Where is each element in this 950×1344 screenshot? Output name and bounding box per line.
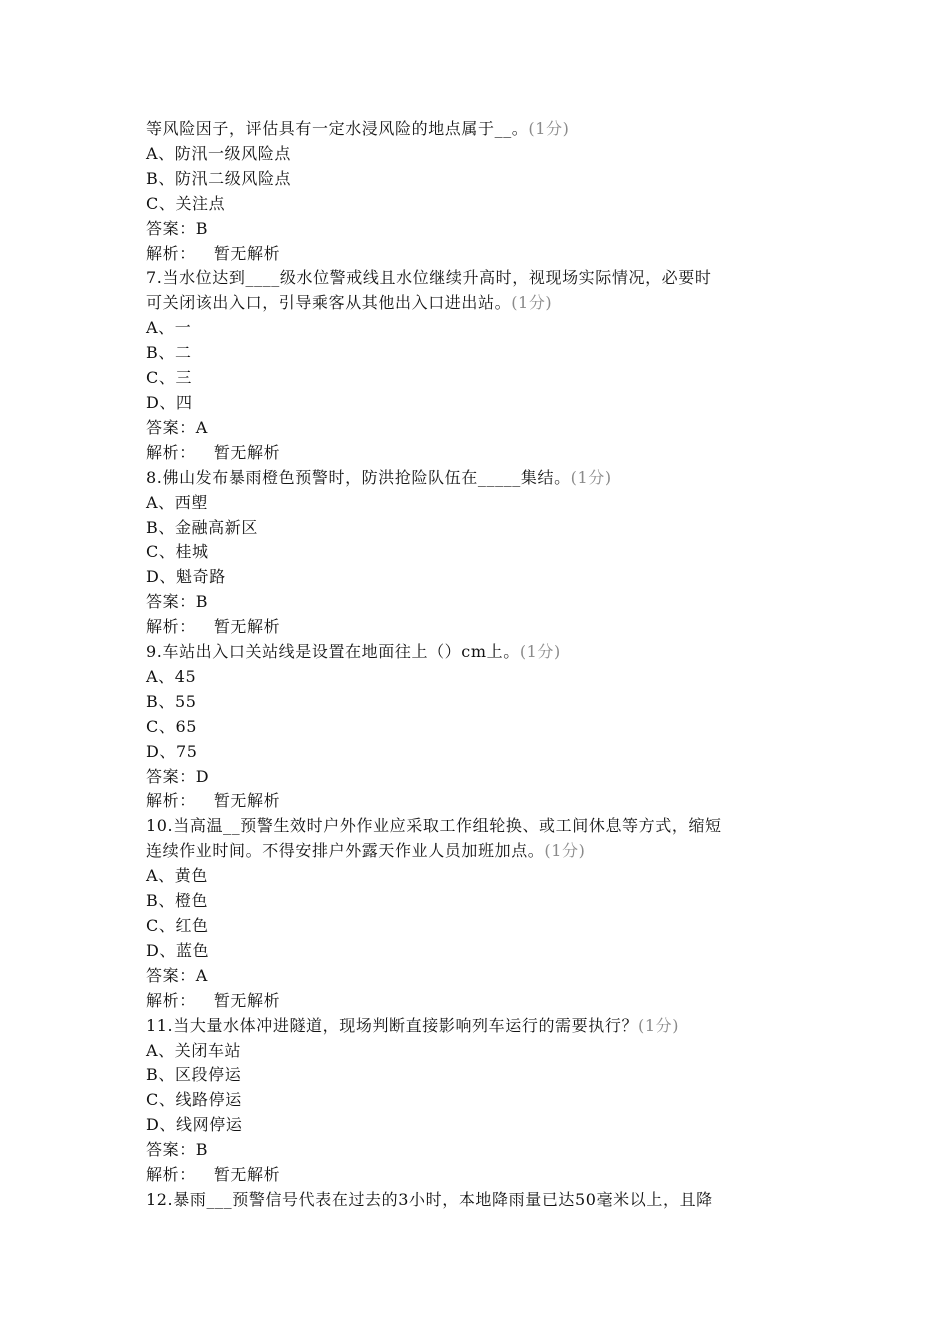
- option-c: C、桂城: [146, 542, 209, 562]
- option-b: B、二: [146, 343, 192, 363]
- analysis: 解析： 暂无解析: [146, 442, 281, 462]
- option-d: D、魁奇路: [146, 567, 226, 587]
- option-b: B、防汛二级风险点: [146, 168, 292, 188]
- answer: 答案：B: [146, 218, 209, 238]
- question-7-line-2: 可关闭该出入口，引导乘客从其他出入口进出站。(1分): [146, 293, 553, 313]
- option-b: B、区段停运: [146, 1065, 242, 1085]
- answer: 答案：A: [146, 417, 208, 437]
- answer: 答案：D: [146, 766, 210, 786]
- question-score: (1分): [511, 293, 553, 313]
- option-b: B、橙色: [146, 891, 209, 911]
- analysis: 解析： 暂无解析: [146, 1165, 281, 1185]
- question-score: (1分): [570, 467, 612, 487]
- option-a: A、关闭车站: [146, 1040, 242, 1060]
- analysis: 解析： 暂无解析: [146, 617, 281, 637]
- answer: 答案：B: [146, 1140, 209, 1160]
- question-score: (1分): [638, 1015, 680, 1035]
- question-11-line-1: 11.当大量水体冲进隧道，现场判断直接影响列车运行的需要执行？(1分): [146, 1015, 680, 1035]
- option-c: C、65: [146, 716, 198, 736]
- option-a: A、45: [146, 666, 197, 686]
- analysis: 解析： 暂无解析: [146, 990, 281, 1010]
- option-a: A、西塱: [146, 492, 208, 512]
- option-d: D、线网停运: [146, 1115, 243, 1135]
- option-c: C、三: [146, 368, 193, 388]
- option-d: D、蓝色: [146, 940, 210, 960]
- question-score: (1分): [528, 119, 570, 138]
- question-10-line-2: 连续作业时间。不得安排户外露天作业人员加班加点。(1分): [146, 841, 586, 861]
- question-12-line-1: 12.暴雨___预警信号代表在过去的3小时，本地降雨量已达50毫米以上，且降: [146, 1189, 713, 1209]
- option-b: B、55: [146, 691, 197, 711]
- question-text: 等风险因子，评估具有一定水浸风险的地点属于__。: [146, 119, 529, 138]
- option-c: C、关注点: [146, 193, 226, 213]
- option-b: B、金融高新区: [146, 517, 258, 537]
- question-8-line-1: 8.佛山发布暴雨橙色预警时，防洪抢险队伍在_____集结。(1分): [146, 467, 612, 487]
- answer: 答案：B: [146, 592, 209, 612]
- option-c: C、红色: [146, 916, 209, 935]
- answer: 答案：A: [146, 965, 208, 985]
- question-6-stem-tail: [146, 117, 810, 142]
- question-score: (1分): [519, 642, 561, 662]
- analysis: 解析： 暂无解析: [146, 243, 281, 263]
- question-10-line-1: 10.当高温__预警生效时户外作业应采取工作组轮换、或工间休息等方式，缩短: [146, 816, 722, 836]
- option-d: D、75: [146, 741, 198, 761]
- option-a: A、黄色: [146, 866, 208, 886]
- question-score: (1分): [544, 841, 586, 861]
- question-7-line-1: 7.当水位达到____级水位警戒线且水位继续升高时，视现场实际情况，必要时: [146, 268, 712, 288]
- option-d: D、四: [146, 392, 193, 412]
- option-a: A、防汛一级风险点: [146, 143, 291, 163]
- question-9-line-1: 9.车站出入口关站线是设置在地面往上（）cm上。(1分): [146, 642, 561, 662]
- analysis: 解析： 暂无解析: [146, 791, 281, 811]
- option-a: A、一: [146, 318, 192, 338]
- option-c: C、线路停运: [146, 1090, 242, 1110]
